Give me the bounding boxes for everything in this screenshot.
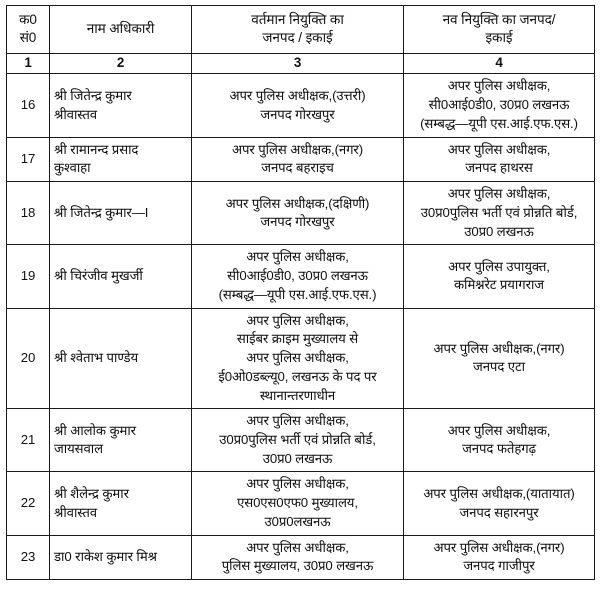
cell-officer-name xyxy=(50,409,192,472)
cell-serial: 16 xyxy=(7,74,50,137)
table-row xyxy=(7,409,595,472)
column-number-row xyxy=(7,54,595,74)
cell-line: जनपद गोरखपुर xyxy=(260,214,335,230)
cell-current-posting xyxy=(192,409,404,472)
cell-line: एस0एस0एफ0 मुख्यालय, xyxy=(237,495,358,511)
cell-officer-name xyxy=(50,137,192,181)
cell-line: ई0ओ0डब्ल्यू0, लखनऊ के पद पर xyxy=(218,368,377,384)
cell-line: अपर पुलिस अधीक्षक, xyxy=(447,422,551,438)
cell-line: साईबर क्राइम मुख्यालय से xyxy=(236,331,359,347)
cell-current-posting xyxy=(192,245,404,308)
cell-officer-name xyxy=(50,245,192,308)
cell-line: उ0प्र0 लखनऊ xyxy=(262,450,333,466)
column-header-line: सं0 xyxy=(19,30,37,46)
cell-new-posting xyxy=(404,74,595,137)
cell-serial: 18 xyxy=(7,182,50,245)
cell-line: (सम्बद्ध—यूपी एस.आई.एफ.एस.) xyxy=(218,286,377,302)
cell-line: श्री श्वेताभ पाण्डेय xyxy=(54,350,138,366)
table-row xyxy=(7,74,595,137)
table-header-row xyxy=(7,6,595,54)
cell-line: उ0प्र0 लखनऊ xyxy=(464,223,534,239)
cell-line: अपर पुलिस अधीक्षक, xyxy=(246,413,349,429)
cell-line: जनपद बहराइच xyxy=(261,160,334,176)
column-header-line: वर्तमान नियुक्ति का xyxy=(251,12,344,27)
cell-line: श्रीवास्तव xyxy=(54,504,97,520)
cell-line: स्थानान्तरणाधीन xyxy=(259,387,336,403)
officer-transfer-table xyxy=(6,5,595,580)
cell-line: श्री जितेन्द्र कुमार—I xyxy=(54,204,149,220)
cell-line: अपर पुलिस अधीक्षक,(नगर) xyxy=(433,539,565,555)
cell-line: श्री चिरंजीव मुखर्जी xyxy=(54,268,143,284)
column-header-serial xyxy=(7,6,50,54)
cell-new-posting xyxy=(404,409,595,472)
cell-serial: 23 xyxy=(7,535,50,579)
column-header-current_posting xyxy=(192,6,404,54)
cell-line: श्री शैलेन्द्र कुमार xyxy=(54,485,129,501)
cell-officer-name xyxy=(50,472,192,535)
cell-officer-name xyxy=(50,182,192,245)
cell-line: जनपद सहारनपुर xyxy=(459,504,539,520)
cell-serial: 22 xyxy=(7,472,50,535)
cell-serial: 17 xyxy=(7,137,50,181)
column-number-new_posting: 4 xyxy=(404,54,595,74)
cell-line: श्री रामानन्द प्रसाद xyxy=(54,141,139,157)
cell-line: श्रीवास्तव xyxy=(54,106,97,122)
table-row xyxy=(7,472,595,535)
cell-serial: 20 xyxy=(7,308,50,409)
cell-officer-name xyxy=(50,308,192,409)
column-header-line: क0 xyxy=(19,12,37,27)
cell-line: अपर पुलिस अधीक्षक, xyxy=(447,78,551,94)
cell-line: अपर पुलिस अधीक्षक, xyxy=(246,350,349,366)
table-row xyxy=(7,535,595,579)
cell-line: अपर पुलिस अधीक्षक, xyxy=(246,539,349,555)
cell-line: डा0 राकेश कुमार मिश्र xyxy=(54,549,157,564)
column-header-line: नव नियुक्ति का जनपद/ xyxy=(442,12,556,27)
cell-line: अपर पुलिस अधीक्षक,(नगर) xyxy=(433,340,565,356)
table-row xyxy=(7,182,595,245)
cell-line: अपर पुलिस अधीक्षक,(नगर) xyxy=(231,141,364,157)
cell-line: जनपद गोरखपुर xyxy=(260,106,335,122)
cell-line: अपर पुलिस अधीक्षक,(दक्षिणी) xyxy=(225,195,370,211)
cell-officer-name xyxy=(50,74,192,137)
cell-line: श्री जितेन्द्र कुमार xyxy=(54,87,132,103)
column-header-officer_name xyxy=(50,6,192,54)
cell-line: उ0प्र0लखनऊ xyxy=(264,513,331,529)
table-row xyxy=(7,308,595,409)
cell-current-posting xyxy=(192,74,404,137)
cell-new-posting xyxy=(404,535,595,579)
cell-line: अपर पुलिस अधीक्षक,(उत्तरी) xyxy=(229,87,366,103)
column-number-officer_name: 2 xyxy=(50,54,192,74)
cell-current-posting xyxy=(192,182,404,245)
cell-line: कमिश्नरेट प्रयागराज xyxy=(454,277,544,293)
cell-line: अपर पुलिस अधीक्षक, xyxy=(447,186,551,202)
column-header-line: जनपद / इकाई xyxy=(262,30,333,46)
cell-new-posting xyxy=(404,182,595,245)
table-row xyxy=(7,245,595,308)
cell-new-posting xyxy=(404,308,595,409)
table-row xyxy=(7,137,595,181)
cell-current-posting xyxy=(192,472,404,535)
cell-line: जनपद एटा xyxy=(473,359,525,375)
cell-line: सी0आई0डी0, उ0प्र0 लखनऊ xyxy=(428,97,570,113)
column-number-current_posting: 3 xyxy=(192,54,404,74)
cell-new-posting xyxy=(404,245,595,308)
column-header-new_posting xyxy=(404,6,595,54)
cell-new-posting xyxy=(404,472,595,535)
column-number-serial: 1 xyxy=(7,54,50,74)
cell-line: अपर पुलिस अधीक्षक, xyxy=(447,141,551,157)
cell-new-posting xyxy=(404,137,595,181)
cell-officer-name xyxy=(50,535,192,579)
cell-current-posting xyxy=(192,137,404,181)
column-header-line: इकाई xyxy=(485,30,513,46)
cell-line: जायसवाल xyxy=(54,441,103,457)
cell-line: अपर पुलिस अधीक्षक, xyxy=(246,312,349,328)
cell-line: सी0आई0डी0, उ0प्र0 लखनऊ xyxy=(227,268,368,284)
cell-line: अपर पुलिस अधीक्षक, xyxy=(246,476,349,492)
cell-line: अपर पुलिस अधीक्षक, xyxy=(246,249,349,265)
cell-line: अपर पुलिस अधीक्षक,(यातायात) xyxy=(423,485,575,501)
column-header-line: नाम अधिकारी xyxy=(86,21,155,37)
cell-line: जनपद हाथरस xyxy=(465,160,533,176)
cell-current-posting xyxy=(192,308,404,409)
cell-line: अपर पुलिस उपायुक्त, xyxy=(448,258,550,274)
cell-line: श्री आलोक कुमार xyxy=(54,422,136,438)
cell-line: उ0प्र0पुलिस भर्ती एवं प्रोन्नति बोर्ड, xyxy=(420,204,578,220)
cell-line: जनपद फतेहगढ़ xyxy=(462,441,536,457)
cell-line: पुलिस मुख्यालय, उ0प्र0 लखनऊ xyxy=(221,558,374,574)
cell-line: उ0प्र0पुलिस भर्ती एवं प्रोन्नति बोर्ड, xyxy=(219,431,376,447)
cell-line: जनपद गाजीपुर xyxy=(463,558,535,574)
cell-serial: 19 xyxy=(7,245,50,308)
cell-line: (सम्बद्ध—यूपी एस.आई.एफ.एस.) xyxy=(420,115,578,131)
cell-line: कुश्वाहा xyxy=(54,160,91,176)
cell-current-posting xyxy=(192,535,404,579)
cell-serial: 21 xyxy=(7,409,50,472)
